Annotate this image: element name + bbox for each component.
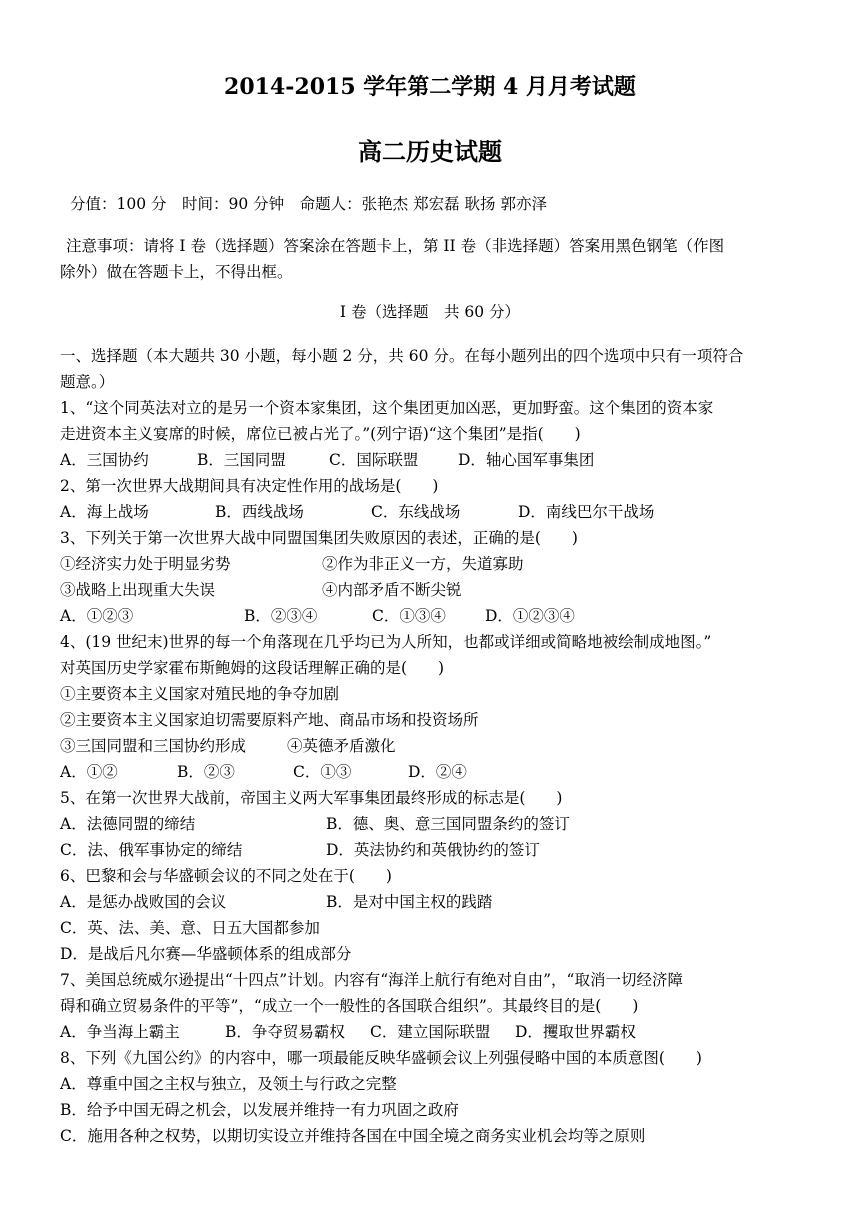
exam-title: 2014-2015 学年第二学期 4 月月考试题 <box>224 74 636 100</box>
option-a: A．三国协约 <box>60 451 149 469</box>
option-b: B．西线战场 <box>215 503 304 521</box>
option-b: B．争夺贸易霸权 <box>225 1023 345 1041</box>
option-d: D．攫取世界霸权 <box>515 1023 636 1041</box>
option-a: A．法德同盟的缔结 <box>60 815 196 833</box>
option-d: D．②④ <box>408 763 467 781</box>
question-stem: 1、“这个同英法对立的是另一个资本家集团，这个集团更加凶恶，更加野蛮。这个集团的资本家 <box>60 399 714 417</box>
statement-item: ②作为非正义一方，失道寡助 <box>322 555 524 573</box>
option-b: B．三国同盟 <box>197 451 286 469</box>
option-c: C．法、俄军事协定的缔结 <box>60 841 243 859</box>
question-stem: 6、巴黎和会与华盛顿会议的不同之处在于( ) <box>60 867 392 885</box>
instructions-line: 题意。） <box>60 373 115 391</box>
option-a: A．争当海上霸主 <box>60 1023 180 1041</box>
option-b: B．②③ <box>177 763 235 781</box>
statement-item: ②主要资本主义国家迫切需要原料产地、商品市场和投资场所 <box>60 711 479 729</box>
notice-line: 除外）做在答题卡上，不得出框。 <box>60 263 293 281</box>
option-d: D．南线巴尔干战场 <box>518 503 655 521</box>
option-a: A．①②③ <box>60 607 134 625</box>
option-b: B．②③④ <box>244 607 318 625</box>
question-stem: 走进资本主义宴席的时候，席位已被占光了。”(列宁语)“这个集团”是指( ) <box>60 425 581 443</box>
statement-item: ④英德矛盾激化 <box>287 737 396 755</box>
option-c: C．东线战场 <box>371 503 461 521</box>
option-c: C．①③④ <box>372 607 446 625</box>
option-b: B．给予中国无碍之机会，以发展并维持一有力巩固之政府 <box>60 1101 459 1119</box>
option-c: C．建立国际联盟 <box>370 1023 491 1041</box>
option-d: D．①②③④ <box>485 607 575 625</box>
option-d: D．轴心国军事集团 <box>458 451 595 469</box>
exam-info: 分值：100 分 时间：90 分钟 命题人：张艳杰 郑宏磊 耿扬 郭亦泽 <box>70 195 547 213</box>
statement-item: ③三国同盟和三国协约形成 <box>60 737 247 755</box>
question-stem: 4、(19 世纪末)世界的每一个角落现在几乎均已为人所知，也都或详细或简略地被绘制成地图。” <box>60 633 712 651</box>
option-b: B．德、奥、意三国同盟条约的签订 <box>326 815 570 833</box>
option-c: C．国际联盟 <box>329 451 419 469</box>
option-d: D．英法协约和英俄协约的签订 <box>326 841 540 859</box>
statement-item: ①经济实力处于明显劣势 <box>60 555 231 573</box>
option-c: C．英、法、美、意、日五大国都参加 <box>60 919 320 937</box>
exam-subtitle: 高二历史试题 <box>358 137 502 166</box>
option-c: C．①③ <box>293 763 352 781</box>
question-stem: 对英国历史学家霍布斯鲍姆的这段话理解正确的是( ) <box>60 659 445 677</box>
statement-item: ④内部矛盾不断尖锐 <box>322 581 462 599</box>
section-heading: I 卷（选择题 共 60 分） <box>339 303 521 321</box>
option-a: A．是惩办战败国的会议 <box>60 893 227 911</box>
notice-line: 注意事项：请将 I 卷（选择题）答案涂在答题卡上，第 II 卷（非选择题）答案用黑色钢笔（作图 <box>66 237 725 255</box>
option-a: A．尊重中国之主权与独立，及领土与行政之完整 <box>60 1075 397 1093</box>
statement-item: ①主要资本主义国家对殖民地的争夺加剧 <box>60 685 340 703</box>
question-stem: 8、下列《九国公约》的内容中，哪一项最能反映华盛顿会议上列强侵略中国的本质意图( ) <box>60 1049 702 1067</box>
statement-item: ③战略上出现重大失误 <box>60 581 216 599</box>
question-stem: 2、第一次世界大战期间具有决定性作用的战场是( ) <box>60 477 439 495</box>
question-stem: 5、在第一次世界大战前，帝国主义两大军事集团最终形成的标志是( ) <box>60 789 563 807</box>
question-stem: 碍和确立贸易条件的平等”，“成立一个一般性的各国联合组织”。其最终目的是( ) <box>60 997 639 1015</box>
option-b: B．是对中国主权的践踏 <box>326 893 493 911</box>
option-a: A．①② <box>60 763 118 781</box>
option-d: D．是战后凡尔赛—华盛顿体系的组成部分 <box>60 945 352 963</box>
instructions-line: 一、选择题（本大题共 30 小题，每小题 2 分，共 60 分。在每小题列出的四个选项中只有一项符合 <box>60 347 744 365</box>
option-a: A．海上战场 <box>60 503 149 521</box>
question-stem: 7、美国总统威尔逊提出“十四点”计划。内容有“海洋上航行有绝对自由”，“取消一切经济障 <box>60 971 683 989</box>
question-stem: 3、下列关于第一次世界大战中同盟国集团失败原因的表述，正确的是( ) <box>60 529 578 547</box>
option-c: C．施用各种之权势，以期切实设立并维持各国在中国全境之商务实业机会均等之原则 <box>60 1127 646 1145</box>
